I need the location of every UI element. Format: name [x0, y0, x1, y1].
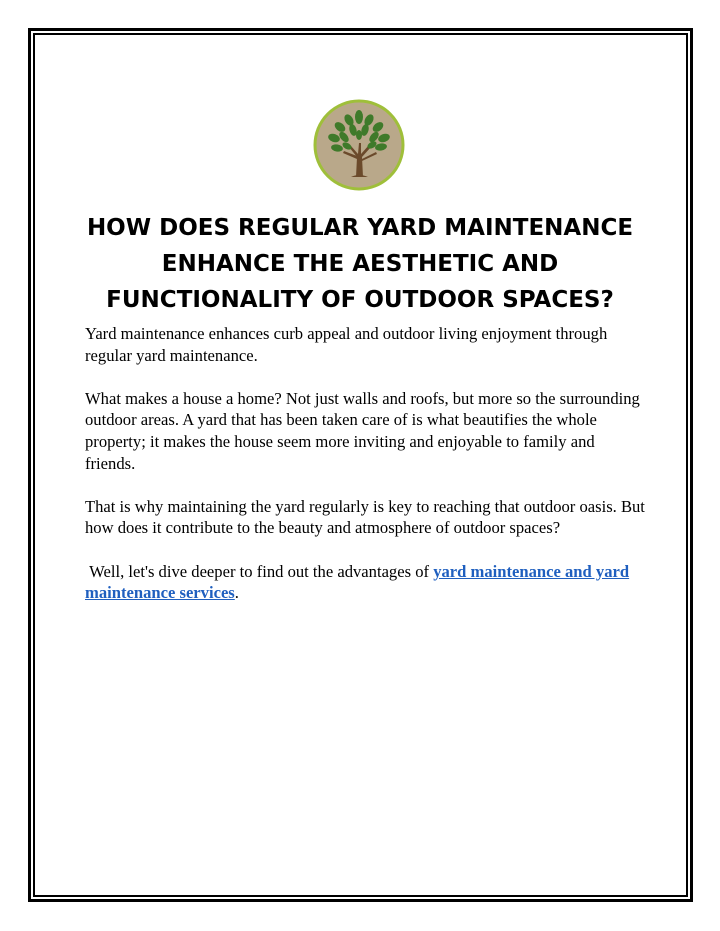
paragraph-2: What makes a house a home? Not just walls and roofs, but more so the surrounding outdoor areas. A yard that has been taken care of is what beautifies the whole property; it makes the house seem more inviting and enjoyable to family and friends. — [85, 388, 640, 473]
title-line-1: HOW DOES REGULAR YARD MAINTENANCE — [86, 215, 634, 241]
document-body — [85, 323, 645, 625]
yard-maintenance-link[interactable]: yard maintenance and yard maintenance services — [85, 561, 630, 603]
paragraph-1: Yard maintenance enhances curb appeal and outdoor living enjoyment through regular yard maintenance. — [85, 324, 608, 365]
title-line-2: ENHANCE THE AESTHETIC AND — [161, 251, 559, 277]
document-title — [80, 210, 640, 318]
paragraph-4-suffix: . — [234, 583, 239, 603]
paragraph-3: That is why maintaining the yard regularly is key to reaching that outdoor oasis. But how does it contribute to the beauty and atmosphere of outdoor spaces? — [85, 496, 645, 538]
paragraph-4 — [85, 561, 645, 604]
paragraph-4-prefix: Well, let's dive deeper to find out the advantages of — [85, 561, 434, 581]
title-line-3: FUNCTIONALITY OF OUTDOOR SPACES? — [106, 287, 614, 313]
tree-logo-icon — [313, 99, 405, 191]
